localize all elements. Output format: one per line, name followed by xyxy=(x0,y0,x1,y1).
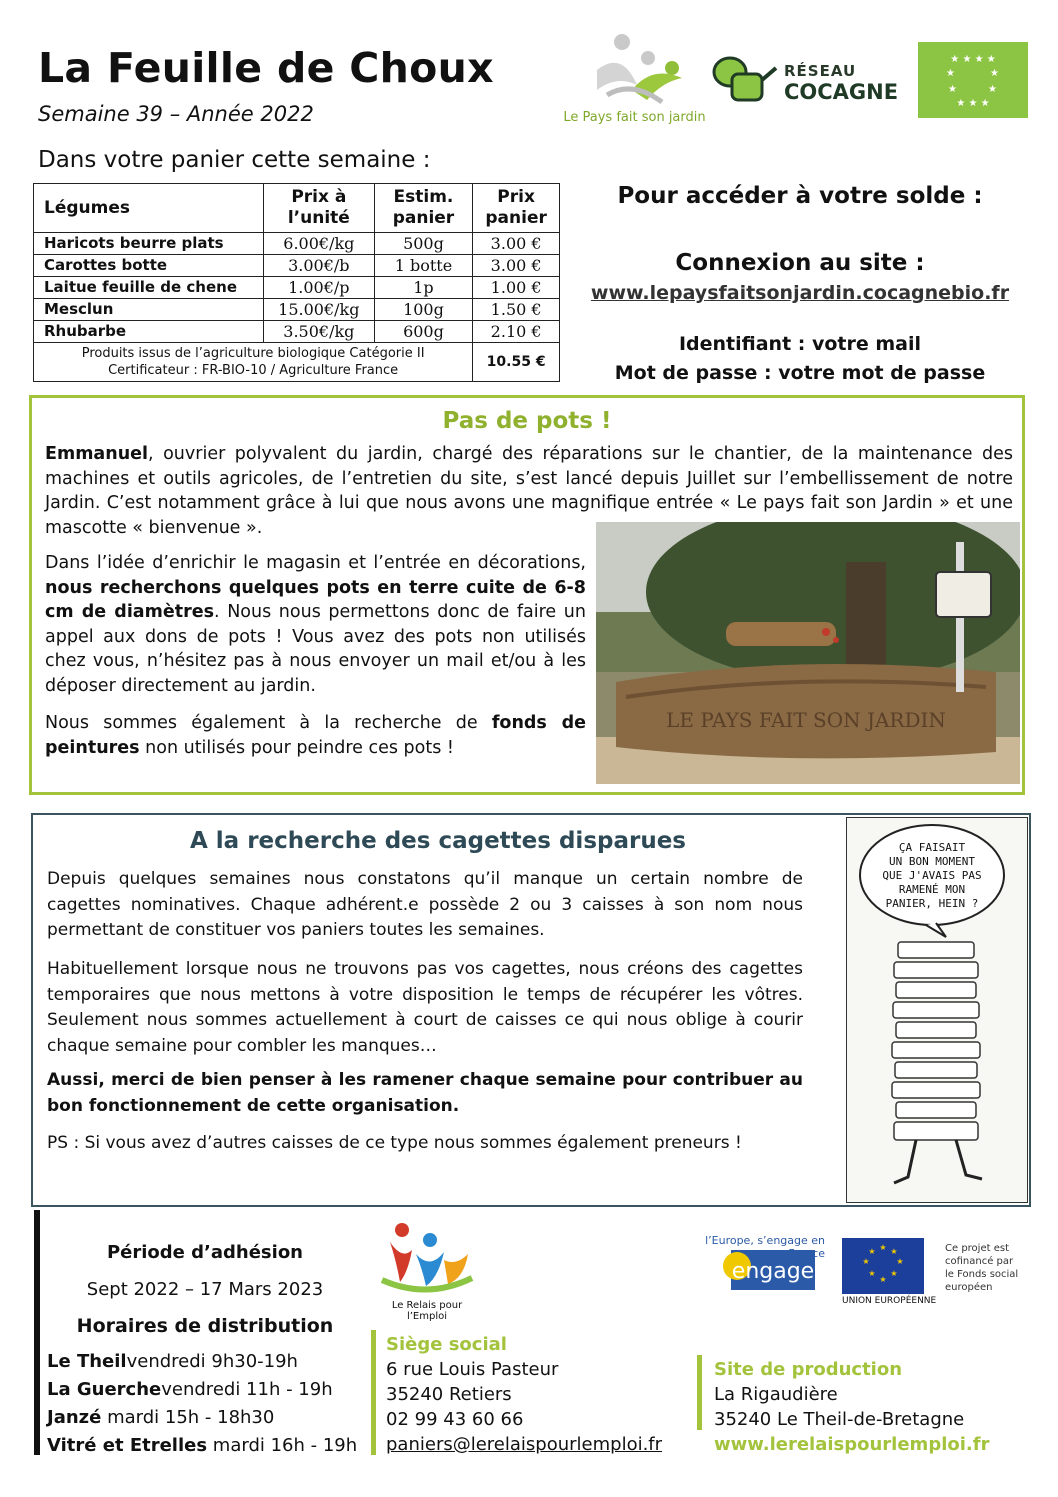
estimate: 1p xyxy=(374,277,473,299)
balance-heading: Pour accéder à votre solde : xyxy=(617,183,983,209)
estimate: 500g xyxy=(374,233,473,255)
crates-cartoon xyxy=(846,817,1028,1203)
login-heading: Connexion au site : xyxy=(675,250,925,276)
pots-paragraph-2: Dans l’idée d’enrichir le magasin et l’entrée en décorations, nous recherchons quelques pots en terre cuite de 6-8 cm de diamètres. Nous nous permettons donc de faire un appel aux dons de pots ! Vous avez des pots non utilisés chez vous, n’hésitez pas à nous envoyer un mail et/ou à les déposer directement au jardin. xyxy=(45,553,586,696)
site-heading: Site de production xyxy=(714,1359,903,1380)
issue-subtitle: Semaine 39 – Année 2022 xyxy=(38,102,314,126)
svg-text:★: ★ xyxy=(879,1243,887,1252)
distribution-hours-heading: Horaires de distribution xyxy=(76,1315,334,1337)
pots-paragraph-1: Emmanuel, ouvrier polyvalent du jardin, chargé des réparations sur le chantier, de la maintenance des machines et outils agricoles, de l’entretien du site, s’est lancé depuis Juillet sur l’embellissement de notre Jardin. C’est notamment grâce à lui que nous avons une magnifique entrée « Le pays fait son Jardin » et une mascotte « bienvenue ». xyxy=(45,444,1013,538)
distribution-hours-item: La Guerchevendredi 11h - 19h xyxy=(47,1379,333,1400)
site-locality: La Rigaudière xyxy=(714,1384,838,1405)
svg-text:★: ★ xyxy=(879,1275,887,1284)
siege-city: 35240 Retiers xyxy=(386,1384,512,1405)
svg-text:★: ★ xyxy=(948,84,957,95)
pays-fait-son-jardin-logo xyxy=(552,30,717,130)
membership-period-heading: Période d’adhésion xyxy=(106,1242,303,1263)
unit-price: 3.50€/kg xyxy=(264,321,375,343)
svg-text:★: ★ xyxy=(862,1257,870,1266)
table-row xyxy=(34,233,560,255)
svg-text:engage: engage xyxy=(731,1259,815,1284)
basket-heading: Dans votre panier cette semaine : xyxy=(38,147,431,173)
svg-text:★: ★ xyxy=(868,1247,876,1256)
estimate: 100g xyxy=(374,299,473,321)
col-header-estimate: Estim. panier xyxy=(374,184,473,233)
svg-text:★: ★ xyxy=(896,1257,904,1266)
site-website-link[interactable]: www.lerelaispourlemploi.fr xyxy=(714,1434,990,1455)
svg-text:★: ★ xyxy=(890,1269,898,1278)
garden-entrance-photo xyxy=(596,522,1020,784)
table-header-row xyxy=(34,184,560,233)
svg-text:★: ★ xyxy=(946,68,955,79)
siege-email-link[interactable]: paniers@lerelaispourlemploi.fr xyxy=(386,1434,663,1455)
siege-street: 6 rue Louis Pasteur xyxy=(386,1359,559,1380)
table-row xyxy=(34,299,560,321)
logo-caption: Le Pays fait son jardin xyxy=(563,110,706,125)
distribution-hours-item: Le Theilvendredi 9h30-19h xyxy=(47,1351,298,1372)
table-row xyxy=(34,277,560,299)
cagettes-paragraph-3: Aussi, merci de bien penser à les ramener chaque semaine pour contribuer au bon fonctionnement de cette organisation. xyxy=(47,1070,803,1116)
veg-name: Laitue feuille de chene xyxy=(34,277,264,299)
col-header-basket-price: Prix panier xyxy=(473,184,560,233)
eu-organic-leaf-logo xyxy=(918,42,1028,118)
svg-text:★: ★ xyxy=(890,1247,898,1256)
reseau-cocagne-logo: RÉSEAU COCAGNE xyxy=(710,50,910,110)
svg-text:LE PAYS FAIT SON JARDIN: LE PAYS FAIT SON JARDIN xyxy=(666,708,946,732)
site-divider xyxy=(697,1355,702,1430)
veg-name: Mesclun xyxy=(34,299,264,321)
siege-divider xyxy=(371,1330,376,1455)
veg-name: Haricots beurre plats xyxy=(34,233,264,255)
distribution-hours-item: Vitré et Etrelles mardi 16h - 19h xyxy=(47,1435,358,1456)
basket-price: 1.00 € xyxy=(473,277,560,299)
cagettes-paragraph-1: Depuis quelques semaines nous constatons qu’il manque un certain nombre de cagettes nominatives. Chaque adhérent.e possède 2 ou 3 caisses à son nom nous permettant de constituer vos paniers toutes les semaines. xyxy=(47,869,803,940)
veg-name: Rhubarbe xyxy=(34,321,264,343)
pots-title: Pas de pots ! xyxy=(442,408,612,434)
svg-text:★ ★ ★ ★: ★ ★ ★ ★ xyxy=(950,54,996,65)
membership-period-dates: Sept 2022 – 17 Mars 2023 xyxy=(86,1279,324,1300)
svg-text:★ ★ ★: ★ ★ ★ xyxy=(956,98,990,109)
cagettes-title: A la recherche des cagettes disparues xyxy=(189,828,687,854)
svg-text:QUE J'AVAIS PAS: QUE J'AVAIS PAS xyxy=(882,869,982,882)
basket-price: 3.00 € xyxy=(473,255,560,277)
unit-price: 3.00€/b xyxy=(264,255,375,277)
estimate: 600g xyxy=(374,321,473,343)
watering-can-icon xyxy=(710,50,780,110)
table-footer-row xyxy=(34,343,560,382)
login-identifier: Identifiant : votre mail xyxy=(678,333,922,355)
svg-text:★: ★ xyxy=(990,68,999,79)
svg-text:UN BON MOMENT: UN BON MOMENT xyxy=(888,855,976,868)
col-header-legumes: Légumes xyxy=(34,184,264,233)
site-city: 35240 Le Theil-de-Bretagne xyxy=(714,1409,965,1430)
unit-price: 15.00€/kg xyxy=(264,299,375,321)
svg-text:★: ★ xyxy=(868,1269,876,1278)
unit-price: 1.00€/p xyxy=(264,277,375,299)
table-row xyxy=(34,321,560,343)
siege-phone[interactable]: 02 99 43 60 66 xyxy=(386,1409,524,1430)
estimate: 1 botte xyxy=(374,255,473,277)
siege-heading: Siège social xyxy=(386,1334,507,1355)
page-title: La Feuille de Choux xyxy=(38,44,494,92)
pots-section xyxy=(29,395,1025,795)
table-row xyxy=(34,255,560,277)
distribution-hours-item: Janzé mardi 15h - 18h30 xyxy=(47,1407,275,1428)
svg-text:★: ★ xyxy=(988,84,997,95)
eu-flag-logo xyxy=(842,1238,924,1294)
veg-name: Carottes botte xyxy=(34,255,264,277)
europe-engage-logo: engage l’Europe, s’engage en France xyxy=(705,1236,825,1306)
basket-price: 3.00 € xyxy=(473,233,560,255)
login-password: Mot de passe : votre mot de passe xyxy=(614,362,986,384)
svg-text:ÇA FAISAIT: ÇA FAISAIT xyxy=(898,841,966,854)
basket-table xyxy=(33,183,560,382)
certification-note: Produits issus de l’agriculture biologique Catégorie II Certificateur : FR-BIO-10 / Agriculture France xyxy=(34,343,473,382)
pots-paragraph-3: Nous sommes également à la recherche de fonds de peintures non utilisés pour peindre ces pots ! xyxy=(45,713,586,758)
cagettes-paragraph-4: PS : Si vous avez d’autres caisses de ce type nous sommes également preneurs ! xyxy=(47,1133,742,1153)
login-link[interactable]: www.lepaysfaitsonjardin.cocagnebio.fr xyxy=(590,282,1010,304)
svg-text:PANIER, HEIN ?: PANIER, HEIN ? xyxy=(885,897,979,910)
basket-total: 10.55 € xyxy=(473,343,560,382)
basket-price: 2.10 € xyxy=(473,321,560,343)
basket-price: 1.50 € xyxy=(473,299,560,321)
fse-cofunding-note: Ce projet est cofinancé par le Fonds social européen xyxy=(945,1243,1019,1293)
logo-caption: Le Relais pour l’Emploi xyxy=(391,1300,463,1322)
footer-divider xyxy=(34,1210,40,1455)
col-header-unit-price: Prix à l’unité xyxy=(264,184,375,233)
svg-text:RAMENÉ MON: RAMENÉ MON xyxy=(898,883,966,896)
cagettes-paragraph-2: Habituellement lorsque nous ne trouvons pas vos cagettes, nous créons des cagettes temporaires que nous mettons à votre disposition le temps de récupérer les vôtres. Seulement nous sommes actuellement à court de caisses ce qui nous oblige à courir chaque semaine pour combler les manques… xyxy=(47,959,803,1056)
cagettes-section xyxy=(31,813,1031,1207)
unit-price: 6.00€/kg xyxy=(264,233,375,255)
relais-pour-emploi-logo xyxy=(372,1220,482,1322)
eu-label: UNION EUROPÉENNE xyxy=(842,1296,937,1306)
